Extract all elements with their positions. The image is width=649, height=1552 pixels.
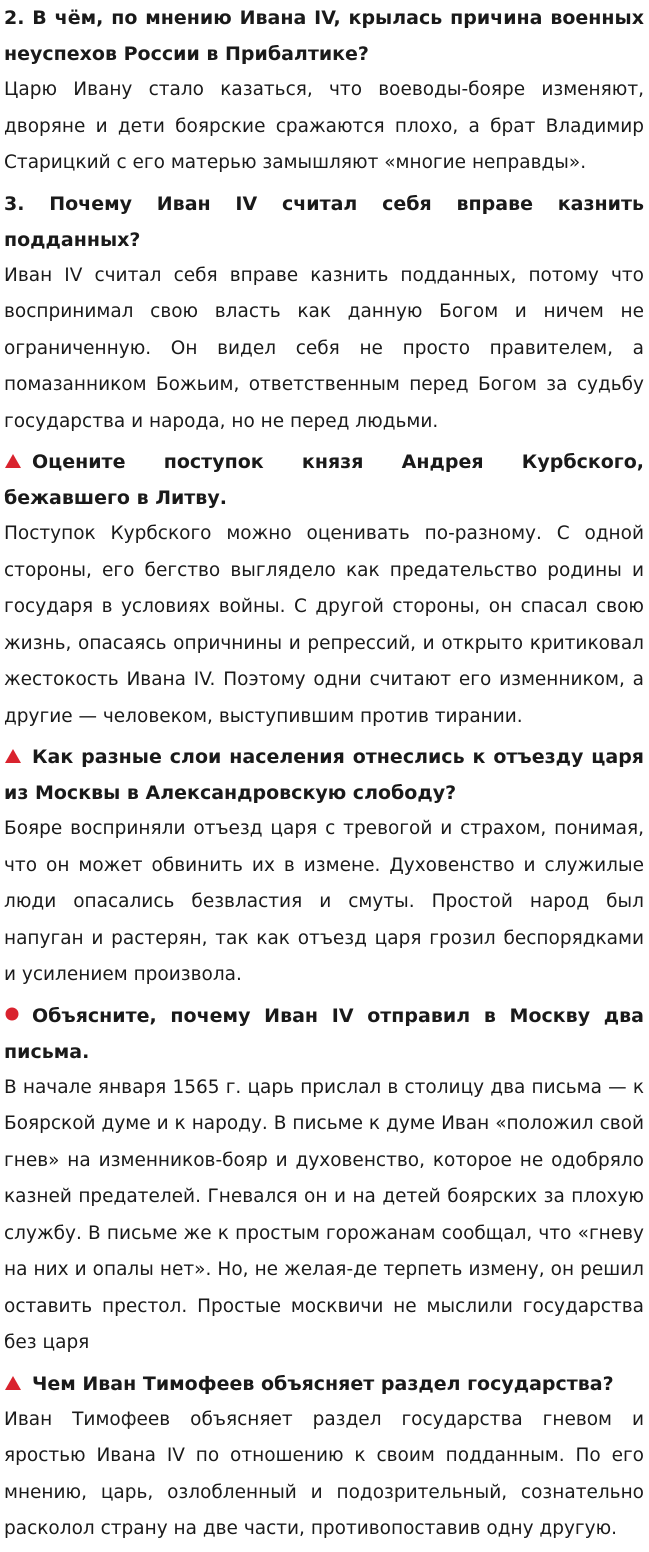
qa-block-4 [4,739,644,994]
red-circle-icon [4,1007,22,1023]
question-heading: 2. В чём, по мнению Ивана IV, крылась причина военных неуспехов России в Прибалтике? [4,7,644,65]
qa-block-1 [4,0,644,182]
question-text: Чем Иван Тимофеев объясняет раздел государства? [32,1372,614,1395]
qa-block-6 [4,1366,644,1548]
answer-text: В начале января 1565 г. царь прислал в столицу два письма — к Боярской думе и к народу. В письме к думе Иван «положил свой гнев» на изменников-бояр и духовенство, которое не одобряло казней предателей. Гневался он и на детей боярских за плохую службу. В письме же к простым горожанам сообщал, что «гневу на них и опалы нет». Но, не желая-де терпеть измену, он решил оставить престол. Простые москвичи не мыслили государства без царя [4,1076,644,1353]
question-text: Как разные слои населения отнеслись к отъезду царя из Москвы в Александровскую слободу? [4,746,644,804]
question-text: Оцените поступок князя Андрея Курбского, бежавшего в Литву. [4,451,644,509]
qa-block-5 [4,998,644,1362]
answer-text: Иван IV считал себя вправе казнить подданных, потому что воспринимал свою власть как данную Богом и ничем не ограниченную. Он видел себя не просто правителем, а помазанником Божьим, ответственным перед Богом за судьбу государства и народа, но не перед людьми. [4,264,644,432]
question-text: Объясните, почему Иван IV отправил в Москву два письма. [4,1004,644,1063]
red-triangle-icon [4,1375,22,1391]
qa-block-3 [4,444,644,735]
question-heading [4,444,644,516]
qa-block-2 [4,186,644,441]
answer-text: Царю Ивану стало казаться, что воеводы-бояре изменяют, дворяне и дети боярские сражаются плохо, а брат Владимир Старицкий с его матерью замышляют «многие неправды». [4,79,644,173]
question-heading [4,998,644,1070]
question-heading [4,1366,644,1402]
answer-text: Иван Тимофеев объясняет раздел государства гневом и яростью Ивана IV по отношению к своим подданным. По его мнению, царь, озлобленный и подозрительный, сознательно расколол страну на две части, противопоставив одну другую. [4,1408,644,1539]
answer-text: Бояре восприняли отъезд царя с тревогой и страхом, понимая, что он может обвинить их в измене. Духовенство и служилые люди опасались безвластия и смуты. Простой народ был напуган и растерян, так как отъезд царя грозил беспорядками и усилением произвола. [4,818,644,985]
question-heading [4,739,644,811]
red-triangle-icon [4,748,22,764]
answer-text: Поступок Курбского можно оценивать по-разному. С одной стороны, его бегство выглядело как предательство родины и государя в условиях войны. С другой стороны, он спасал свою жизнь, опасаясь опричнины и репрессий, и открыто критиковал жестокость Ивана IV. Поэтому одни считают его изменником, а другие — человеком, выступившим против тирании. [4,523,644,727]
question-heading: 3. Почему Иван IV считал себя вправе казнить подданных? [4,192,644,251]
red-triangle-icon [4,453,22,469]
